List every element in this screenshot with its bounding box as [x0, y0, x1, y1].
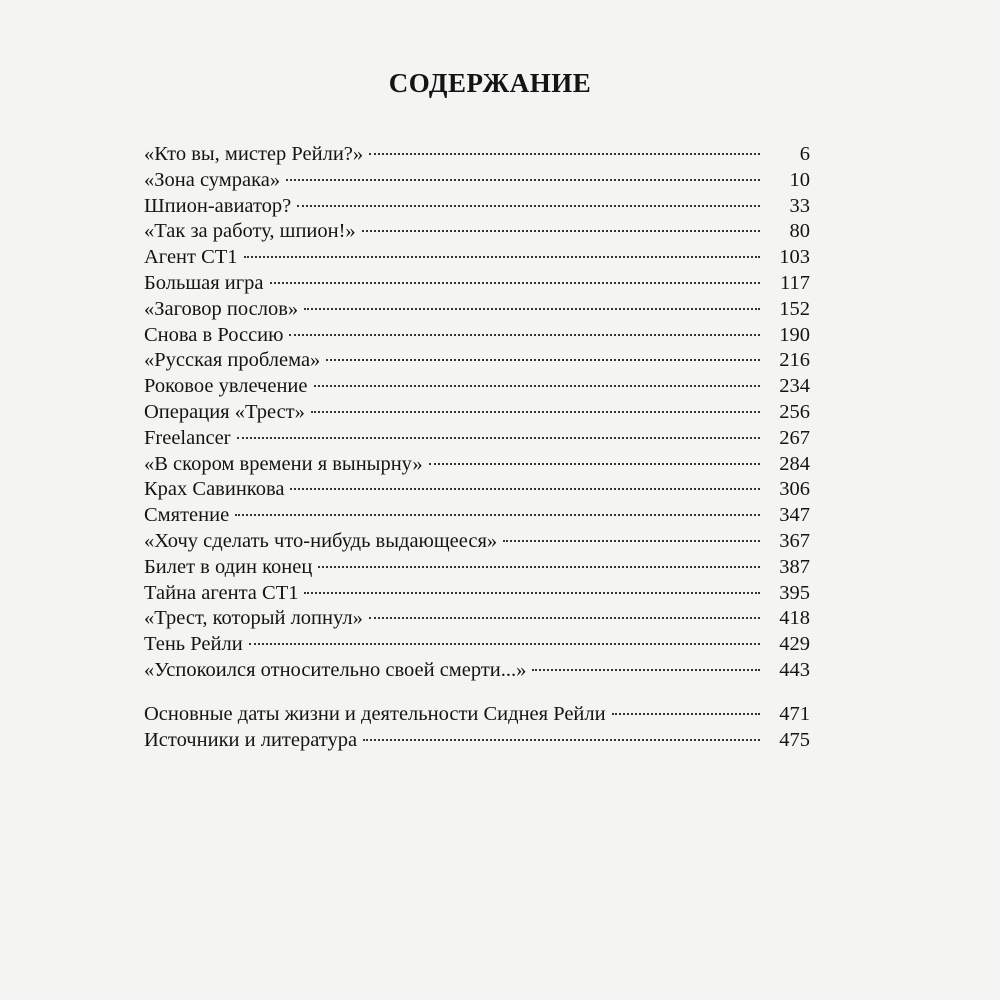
toc-entry-title: Агент СТ1 — [144, 246, 238, 269]
toc-entry-title: Крах Савинкова — [144, 478, 285, 501]
toc-entry-title: Freelancer — [144, 426, 231, 449]
toc-entry — [144, 168, 810, 194]
dot-leader — [362, 230, 760, 232]
toc-entry — [144, 219, 810, 245]
toc-entry-title: Смятение — [144, 504, 230, 527]
toc-entry-page-number: 418 — [779, 607, 810, 630]
dot-leader — [429, 463, 760, 465]
toc-entry-page-number: 267 — [779, 426, 810, 449]
dot-leader — [314, 385, 761, 387]
dot-leader — [286, 179, 760, 181]
toc-entry-title: Роковое увлечение — [144, 375, 308, 398]
dot-leader — [369, 153, 760, 155]
toc-entry-page-number: 471 — [779, 702, 810, 725]
dot-leader — [237, 437, 761, 439]
toc-entry-title: «Зона сумрака» — [144, 168, 281, 191]
toc-entry-page-number: 284 — [779, 452, 810, 475]
toc-entry-page-number: 347 — [779, 504, 810, 527]
dot-leader — [270, 282, 761, 284]
toc-entry-page-number: 443 — [779, 658, 810, 681]
dot-leader — [304, 308, 760, 310]
dot-leader — [304, 592, 760, 594]
dot-leader — [363, 739, 760, 741]
toc-entry — [144, 658, 810, 684]
toc-entry-title: Источники и литература — [144, 728, 358, 751]
toc-entry-title: «Кто вы, мистер Рейли?» — [144, 143, 364, 165]
toc-entry-title: Операция «Трест» — [144, 400, 305, 423]
toc-entry — [144, 271, 810, 297]
toc-entry — [144, 323, 810, 349]
dot-leader — [289, 334, 760, 336]
dot-leader — [249, 643, 760, 645]
toc-entry-title: «Русская проблема» — [144, 349, 321, 372]
toc-entry — [144, 503, 810, 529]
toc-entry-title: «Успокоился относительно своей смерти...» — [144, 658, 527, 681]
toc-entry-title: «Трест, который лопнул» — [144, 607, 363, 630]
dot-leader — [244, 256, 760, 258]
toc-entry-title: «Заговор послов» — [144, 297, 299, 320]
toc-entry — [144, 632, 810, 658]
toc-entry — [144, 142, 810, 168]
toc-entry — [144, 477, 810, 503]
dot-leader — [612, 713, 760, 715]
toc-entry-page-number: 429 — [779, 633, 810, 656]
toc-entry — [144, 245, 810, 271]
toc-entry-page-number: 256 — [779, 400, 810, 423]
toc-entry — [144, 452, 810, 478]
toc-entry — [144, 348, 810, 374]
toc-entry-title: Тайна агента СТ1 — [144, 581, 299, 604]
toc-entry — [144, 702, 810, 728]
toc-entry-page-number: 367 — [779, 529, 810, 552]
toc-entry-page-number: 6 — [799, 143, 810, 165]
toc-entry-page-number: 216 — [779, 349, 810, 372]
toc-entry — [144, 728, 810, 754]
toc-entry-page-number: 80 — [789, 220, 810, 243]
toc-entry-title: Большая игра — [144, 271, 264, 294]
toc-entry-page-number: 103 — [779, 246, 810, 269]
dot-leader — [369, 617, 760, 619]
toc-entry-title: Тень Рейли — [144, 633, 243, 656]
toc-entry-page-number: 190 — [779, 323, 810, 346]
dot-leader — [297, 205, 760, 207]
toc-entry-page-number: 117 — [780, 271, 810, 294]
dot-leader — [318, 566, 760, 568]
toc-entry-title: «В скором времени я вынырну» — [144, 452, 423, 475]
toc-entry — [144, 529, 810, 555]
toc-entry-title: «Хочу сделать что-нибудь выдающееся» — [144, 529, 498, 552]
toc-entry-title: Основные даты жизни и деятельности Сиднея Рейли — [144, 702, 606, 725]
toc-entry-page-number: 10 — [789, 168, 810, 191]
dot-leader — [326, 359, 760, 361]
toc-entry — [144, 606, 810, 632]
toc-entry — [144, 426, 810, 452]
toc-entry-title: Шпион-авиатор? — [144, 194, 292, 217]
toc-entry-page-number: 33 — [789, 194, 810, 217]
toc-entry — [144, 194, 810, 220]
toc-entry-title: «Так за работу, шпион!» — [144, 220, 356, 243]
toc-entry-page-number: 387 — [779, 555, 810, 578]
toc-entry-page-number: 152 — [779, 297, 810, 320]
toc-entry — [144, 400, 810, 426]
toc-entry — [144, 581, 810, 607]
toc-entry-page-number: 395 — [779, 581, 810, 604]
page-title: СОДЕРЖАНИЕ — [388, 68, 592, 98]
dot-leader — [290, 488, 760, 490]
dot-leader — [532, 669, 760, 671]
table-of-contents — [144, 142, 810, 753]
dot-leader — [235, 514, 760, 516]
toc-entry-page-number: 234 — [779, 375, 810, 398]
dot-leader — [311, 411, 760, 413]
toc-entry — [144, 374, 810, 400]
toc-entry-title: Билет в один конец — [144, 555, 313, 578]
toc-entry-page-number: 306 — [779, 478, 810, 501]
toc-entry-title: Снова в Россию — [144, 323, 284, 346]
toc-entry — [144, 297, 810, 323]
dot-leader — [503, 540, 760, 542]
toc-entry — [144, 555, 810, 581]
toc-entry-page-number: 475 — [779, 728, 810, 751]
